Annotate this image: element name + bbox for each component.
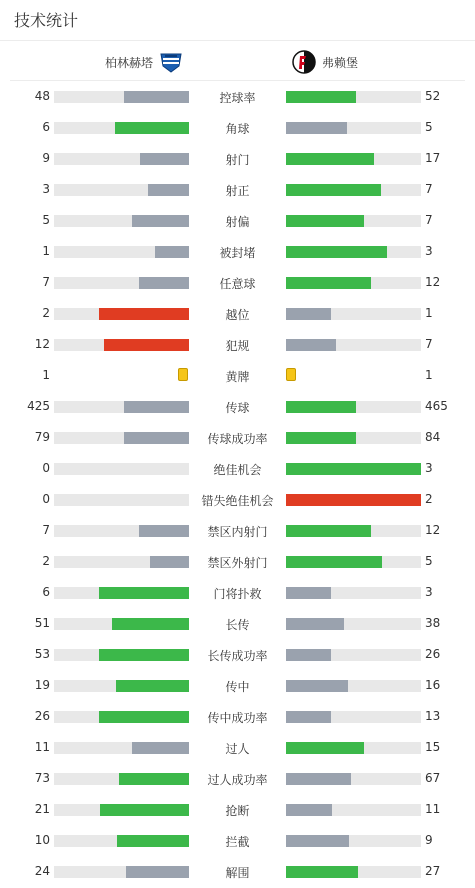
- away-bar-track: [286, 215, 421, 227]
- away-value: 3: [425, 585, 433, 599]
- away-team[interactable]: [292, 50, 358, 74]
- stat-label: 过人: [225, 742, 250, 756]
- away-value: 2: [425, 492, 433, 506]
- home-bar-track: [54, 587, 189, 599]
- home-value: 73: [34, 771, 50, 785]
- away-bar-track: [286, 277, 421, 289]
- away-value: 1: [425, 368, 433, 382]
- stat-row: [0, 112, 475, 143]
- away-bar-track: [286, 773, 421, 785]
- stat-row: [0, 732, 475, 763]
- away-value: 1: [425, 306, 433, 320]
- away-bar-track: [286, 556, 421, 568]
- away-bar-track: [286, 835, 421, 847]
- stat-label: 长传成功率: [207, 649, 268, 663]
- away-bar-fill: [286, 587, 331, 599]
- home-bar-track: [54, 246, 189, 258]
- home-bar-track: [54, 866, 189, 878]
- yellow-card-icon: [286, 368, 296, 381]
- away-bar-fill: [286, 277, 371, 289]
- away-bar-fill: [286, 339, 336, 351]
- away-value: 26: [425, 647, 441, 661]
- home-value: 51: [34, 616, 50, 630]
- home-bar-fill: [104, 339, 189, 351]
- stat-row: [0, 329, 475, 360]
- home-value: 19: [34, 678, 50, 692]
- away-bar-track: [286, 339, 421, 351]
- away-bar-fill: [286, 401, 356, 413]
- away-bar-track: [286, 184, 421, 196]
- away-bar-track: [286, 711, 421, 723]
- away-bar-fill: [286, 153, 374, 165]
- away-bar-fill: [286, 711, 331, 723]
- home-value: 10: [34, 833, 50, 847]
- stat-row: [0, 856, 475, 887]
- home-team[interactable]: [105, 50, 183, 74]
- home-bar-track: [54, 525, 189, 537]
- away-value: 465: [425, 399, 448, 413]
- home-bar-fill: [117, 835, 189, 847]
- home-team-name: 柏林赫塔: [104, 55, 153, 70]
- home-bar-track: [54, 463, 189, 475]
- stat-label: 错失绝佳机会: [201, 494, 274, 508]
- stat-row: [0, 825, 475, 856]
- away-bar-track: [286, 308, 421, 320]
- away-bar-track: [286, 866, 421, 878]
- away-bar-fill: [286, 215, 364, 227]
- away-bar-track: [286, 649, 421, 661]
- home-bar-fill: [126, 866, 189, 878]
- away-bar-track: [286, 463, 421, 475]
- home-bar-fill: [132, 742, 189, 754]
- away-bar-track: [286, 122, 421, 134]
- away-value: 13: [425, 709, 441, 723]
- home-value: 24: [34, 864, 50, 878]
- divider: [0, 40, 475, 41]
- away-bar-track: [286, 401, 421, 413]
- away-bar-fill: [286, 835, 349, 847]
- home-value: 1: [42, 368, 50, 382]
- stat-row: [0, 205, 475, 236]
- home-value: 7: [42, 275, 50, 289]
- stat-label: 任意球: [219, 277, 256, 291]
- away-value: 3: [425, 244, 433, 258]
- stats-list: [0, 81, 475, 887]
- home-bar-track: [54, 773, 189, 785]
- home-value: 0: [42, 461, 50, 475]
- home-bar-track: [54, 215, 189, 227]
- away-bar-track: [286, 153, 421, 165]
- stat-label: 拦截: [225, 835, 250, 849]
- away-bar-fill: [286, 184, 381, 196]
- away-bar-fill: [286, 866, 358, 878]
- home-bar-track: [54, 804, 189, 816]
- away-bar-fill: [286, 463, 421, 475]
- away-value: 9: [425, 833, 433, 847]
- home-bar-fill: [115, 122, 189, 134]
- home-bar-track: [54, 711, 189, 723]
- home-value: 53: [34, 647, 50, 661]
- home-bar-fill: [99, 587, 189, 599]
- home-bar-track: [54, 277, 189, 289]
- away-value: 12: [425, 275, 441, 289]
- hertha-logo-icon: [159, 50, 183, 74]
- away-value: 67: [425, 771, 441, 785]
- home-bar-fill: [116, 680, 189, 692]
- home-value: 6: [42, 585, 50, 599]
- away-bar-fill: [286, 804, 332, 816]
- away-bar-track: [286, 525, 421, 537]
- stat-label: 控球率: [219, 91, 256, 105]
- stat-label: 门将扑救: [213, 587, 262, 601]
- stat-row: [0, 360, 475, 391]
- away-value: 17: [425, 151, 441, 165]
- home-bar-track: [54, 556, 189, 568]
- stat-row: [0, 701, 475, 732]
- away-value: 52: [425, 89, 441, 103]
- stat-label: 犯规: [225, 339, 250, 353]
- home-value: 1: [42, 244, 50, 258]
- home-bar-track: [54, 618, 189, 630]
- away-bar-track: [286, 804, 421, 816]
- home-bar-track: [54, 680, 189, 692]
- home-bar-track: [54, 432, 189, 444]
- stat-row: [0, 267, 475, 298]
- away-bar-fill: [286, 525, 371, 537]
- home-value: 2: [42, 554, 50, 568]
- team-header: [10, 44, 465, 81]
- home-bar-fill: [140, 153, 189, 165]
- away-value: 5: [425, 120, 433, 134]
- home-bar-track: [54, 494, 189, 506]
- home-value: 26: [34, 709, 50, 723]
- home-value: 48: [34, 89, 50, 103]
- home-value: 9: [42, 151, 50, 165]
- away-value: 27: [425, 864, 441, 878]
- stat-row: [0, 453, 475, 484]
- away-bar-fill: [286, 742, 364, 754]
- away-bar-fill: [286, 91, 356, 103]
- away-bar-track: [286, 587, 421, 599]
- stat-label: 黄牌: [225, 370, 250, 384]
- home-bar-track: [54, 184, 189, 196]
- stat-label: 过人成功率: [207, 773, 268, 787]
- home-bar-fill: [150, 556, 189, 568]
- stat-label: 被封堵: [219, 246, 256, 260]
- stat-row: [0, 763, 475, 794]
- stat-row: [0, 639, 475, 670]
- away-bar-track: [286, 246, 421, 258]
- home-bar-fill: [112, 618, 189, 630]
- away-bar-track: [286, 618, 421, 630]
- stat-row: [0, 484, 475, 515]
- stat-row: [0, 236, 475, 267]
- home-bar-fill: [124, 432, 189, 444]
- stat-label: 绝佳机会: [213, 463, 262, 477]
- home-bar-fill: [132, 215, 189, 227]
- home-bar-fill: [99, 711, 189, 723]
- home-bar-track: [54, 122, 189, 134]
- stat-row: [0, 608, 475, 639]
- stat-label: 抢断: [225, 804, 250, 818]
- away-value: 12: [425, 523, 441, 537]
- stat-label: 禁区外射门: [207, 556, 268, 570]
- page-title: 技术统计: [14, 11, 79, 30]
- stat-label: 传中成功率: [207, 711, 268, 725]
- away-value: 7: [425, 213, 433, 227]
- stat-row: [0, 546, 475, 577]
- home-bar-fill: [100, 804, 189, 816]
- stat-row: [0, 298, 475, 329]
- home-bar-track: [54, 835, 189, 847]
- away-bar-fill: [286, 308, 331, 320]
- stat-label: 射门: [225, 153, 250, 167]
- away-bar-track: [286, 680, 421, 692]
- home-value: 3: [42, 182, 50, 196]
- away-value: 15: [425, 740, 441, 754]
- stat-row: [0, 174, 475, 205]
- home-bar-track: [54, 308, 189, 320]
- away-bar-fill: [286, 122, 347, 134]
- home-value: 6: [42, 120, 50, 134]
- home-bar-fill: [139, 525, 189, 537]
- stat-label: 解围: [225, 866, 250, 880]
- home-value: 5: [42, 213, 50, 227]
- away-bar-track: [286, 742, 421, 754]
- away-value: 38: [425, 616, 441, 630]
- home-bar-track: [54, 153, 189, 165]
- stat-row: [0, 81, 475, 112]
- stat-label: 长传: [225, 618, 250, 632]
- stat-label: 传球: [225, 401, 250, 415]
- away-value: 3: [425, 461, 433, 475]
- away-value: 7: [425, 337, 433, 351]
- home-value: 21: [34, 802, 50, 816]
- home-bar-track: [54, 649, 189, 661]
- home-value: 12: [34, 337, 50, 351]
- away-bar-track: [286, 432, 421, 444]
- away-value: 11: [425, 802, 441, 816]
- away-bar-fill: [286, 246, 387, 258]
- stat-label: 传中: [225, 680, 250, 694]
- stat-label: 传球成功率: [207, 432, 268, 446]
- home-value: 2: [42, 306, 50, 320]
- home-value: 425: [27, 399, 50, 413]
- home-bar-fill: [124, 91, 189, 103]
- stat-row: [0, 515, 475, 546]
- stat-row: [0, 794, 475, 825]
- away-bar-fill: [286, 556, 382, 568]
- home-bar-fill: [99, 649, 189, 661]
- home-value: 79: [34, 430, 50, 444]
- away-value: 84: [425, 430, 441, 444]
- home-value: 0: [42, 492, 50, 506]
- away-bar-fill: [286, 680, 348, 692]
- stat-label: 射正: [225, 184, 250, 198]
- stat-label: 角球: [225, 122, 250, 136]
- stat-label: 禁区内射门: [207, 525, 268, 539]
- home-bar-fill: [99, 308, 189, 320]
- stat-row: [0, 143, 475, 174]
- away-bar-fill: [286, 618, 344, 630]
- away-bar-fill: [286, 494, 421, 506]
- stat-row: [0, 422, 475, 453]
- stat-row: [0, 670, 475, 701]
- away-bar-track: [286, 494, 421, 506]
- home-bar-track: [54, 91, 189, 103]
- home-bar-track: [54, 742, 189, 754]
- stat-label: 射偏: [225, 215, 250, 229]
- away-team-name: 弗赖堡: [322, 55, 359, 70]
- away-bar-fill: [286, 649, 331, 661]
- away-value: 16: [425, 678, 441, 692]
- yellow-card-icon: [178, 368, 188, 381]
- home-bar-fill: [139, 277, 189, 289]
- home-bar-fill: [124, 401, 189, 413]
- home-bar-fill: [119, 773, 189, 785]
- away-bar-track: [286, 91, 421, 103]
- home-bar-fill: [148, 184, 189, 196]
- away-bar-fill: [286, 773, 351, 785]
- home-bar-track: [54, 401, 189, 413]
- home-value: 11: [34, 740, 50, 754]
- home-bar-track: [54, 339, 189, 351]
- home-value: 7: [42, 523, 50, 537]
- away-value: 7: [425, 182, 433, 196]
- stat-label: 越位: [225, 308, 250, 322]
- freiburg-logo-icon: [292, 50, 316, 74]
- home-bar-fill: [155, 246, 189, 258]
- stat-row: [0, 391, 475, 422]
- away-value: 5: [425, 554, 433, 568]
- away-bar-fill: [286, 432, 356, 444]
- stat-row: [0, 577, 475, 608]
